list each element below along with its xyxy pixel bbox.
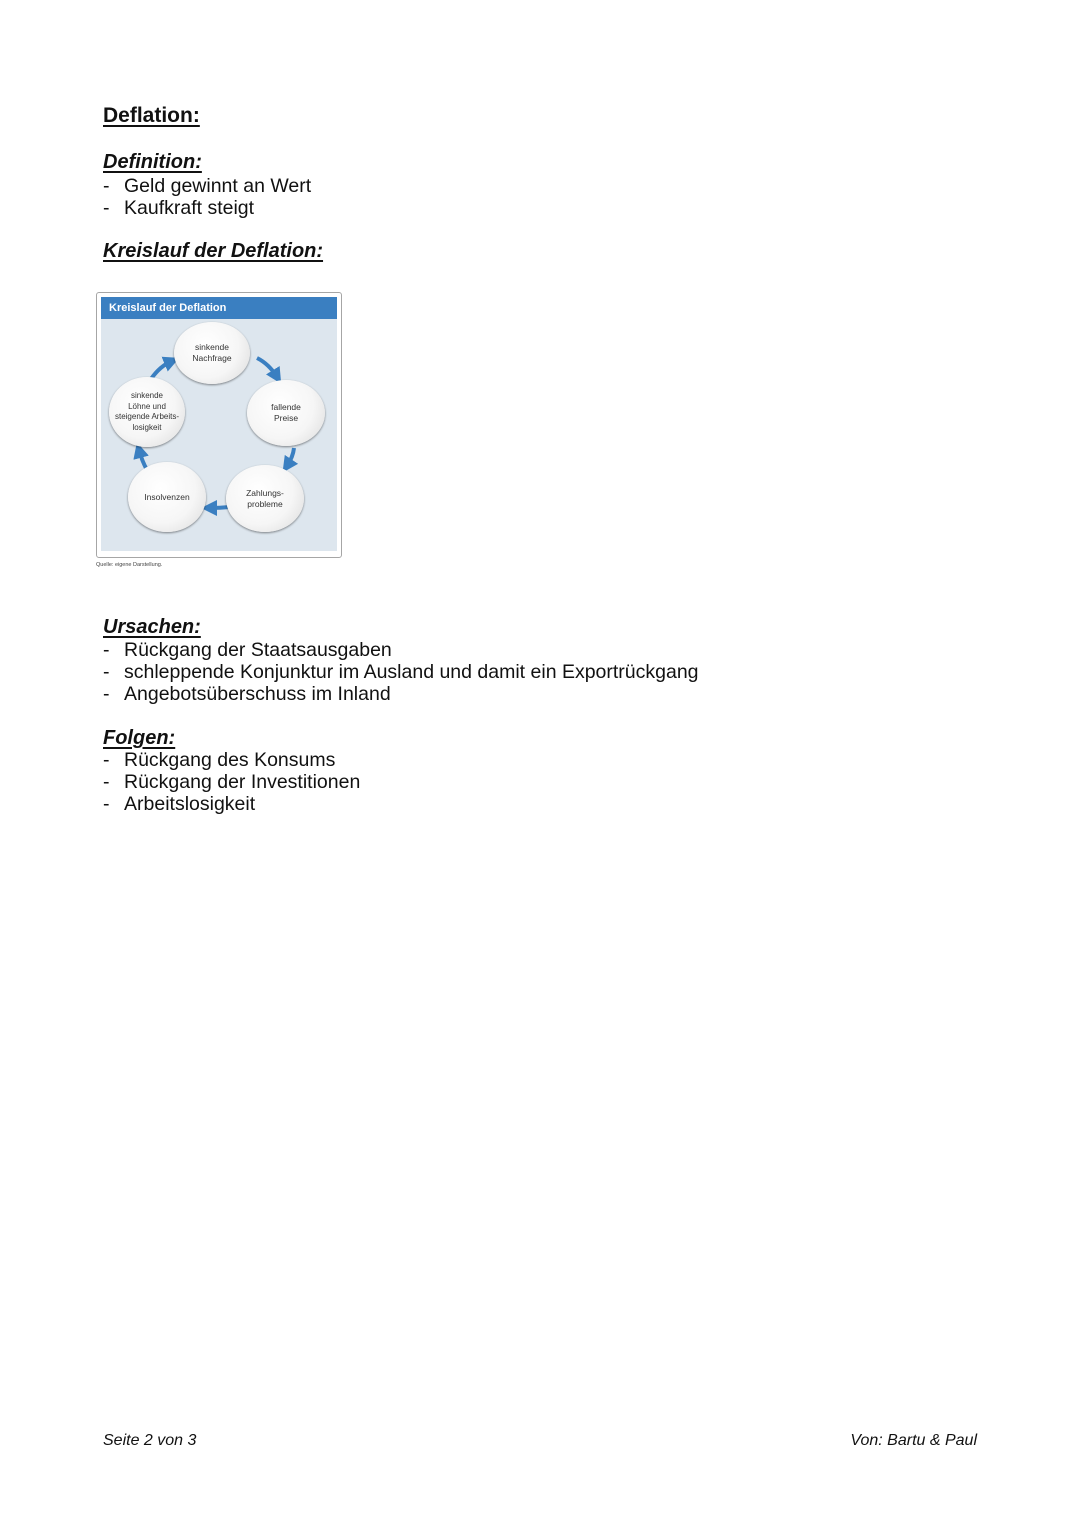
list-item: - Rückgang des Konsums xyxy=(103,749,336,771)
footer-author: Von: Bartu & Paul xyxy=(850,1432,977,1449)
list-item: - Rückgang der Staatsausgaben xyxy=(103,639,392,661)
page-heading: Deflation: xyxy=(103,104,200,127)
footer-page-number: Seite 2 von 3 xyxy=(103,1432,197,1449)
folgen-list xyxy=(103,749,360,815)
node-fallende-preise: fallende Preise xyxy=(247,380,325,446)
kreislauf-title: Kreislauf der Deflation: xyxy=(103,240,324,262)
list-item: - Angebotsüberschuss im Inland xyxy=(103,683,391,705)
definition-list xyxy=(103,175,311,219)
list-item: - Arbeitslosigkeit xyxy=(103,793,256,815)
node-sinkende-nachfrage: sinkende Nachfrage xyxy=(174,322,250,384)
node-insolvenzen: Insolvenzen xyxy=(128,462,206,532)
arrow-nachfrage-to-preise xyxy=(257,358,277,377)
list-item: - Geld gewinnt an Wert xyxy=(103,175,312,197)
definition-title: Definition: xyxy=(103,151,202,173)
figure-body xyxy=(101,319,337,551)
figure-source: Quelle: eigene Darstellung. xyxy=(96,562,163,568)
list-item: - Rückgang der Investitionen xyxy=(103,771,361,793)
list-item: - schleppende Konjunktur im Ausland und damit ein Exportrückgang xyxy=(103,661,699,683)
figure-header: Kreislauf der Deflation xyxy=(101,297,337,319)
folgen-title: Folgen: xyxy=(103,727,176,749)
kreislauf-figure xyxy=(96,292,342,558)
node-zahlungsprobleme: Zahlungs- probleme xyxy=(226,465,304,532)
ursachen-title: Ursachen: xyxy=(103,616,201,638)
ursachen-list xyxy=(103,639,699,705)
arrow-loehne-to-nachfrage xyxy=(151,361,172,379)
node-loehne-arbeitslosigkeit: sinkende Löhne und steigende Arbeits- losigkeit xyxy=(109,377,185,447)
list-item: - Kaufkraft steigt xyxy=(103,197,255,219)
arrow-preise-to-zahlung xyxy=(287,448,294,466)
